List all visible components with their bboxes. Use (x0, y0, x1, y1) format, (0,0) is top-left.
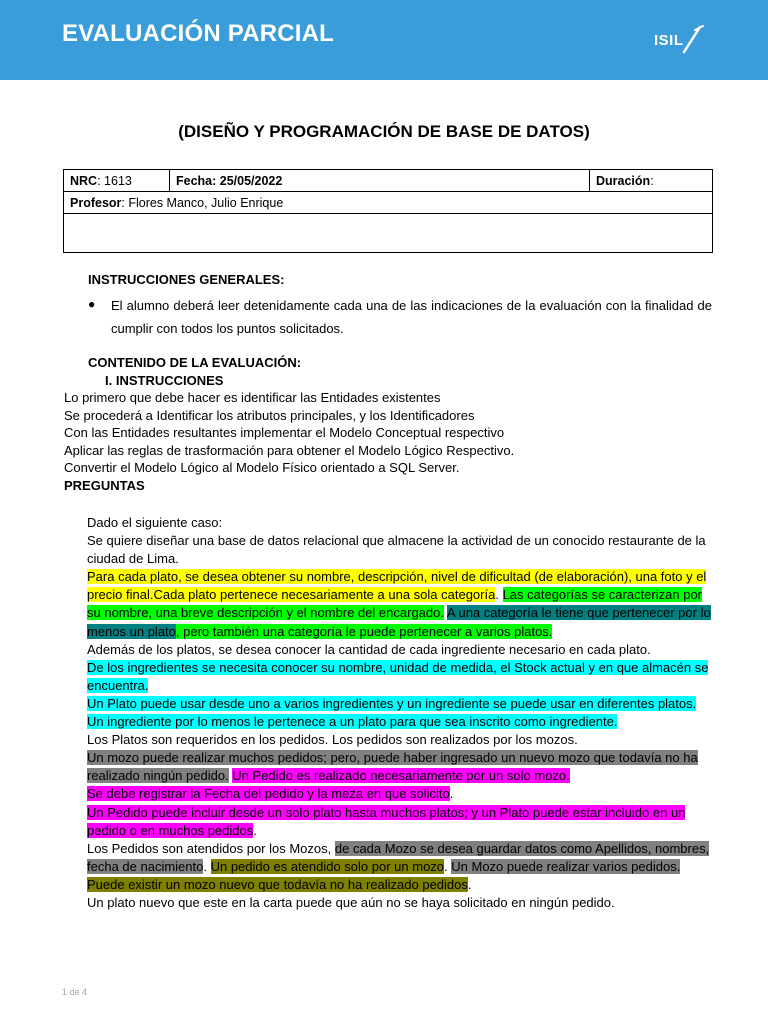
case-text-run: Los Platos son requeridos en los pedidos. Los pedidos son realizados por los mozos. (87, 732, 578, 748)
case-text-run: de cada Mozo se desea guardar datos como Apellidos, nombres, fecha de nacimiento (87, 840, 710, 874)
case-text-run: Un Pedido es realizado necesariamente por un solo mozo. (232, 768, 570, 784)
instrucciones-generales-heading: INSTRUCCIONES GENERALES: (88, 272, 285, 287)
case-text-run: De los ingredientes se necesita conocer su nombre, unidad de medida, el Stock actual y en que almacén se encuentra. (87, 659, 709, 693)
case-text-run: Un pedido es atendido solo por un mozo (210, 858, 445, 874)
instruction-line: Se procederá a Identificar los atributos principales, y los Identificadores (64, 407, 475, 423)
case-text-run: A una categoría le tiene que pertenecer por lo menos un plato (87, 605, 711, 639)
case-text-run: Un Plato puede usar desde uno a varios ingredientes y un ingrediente se puede usar en diferentes platos. Un ingrediente por lo menos le pertenece a un plato para que sea inscrito como ingrediente. (87, 695, 697, 730)
case-text-run: Un Mozo puede realizar varios pedidos. (451, 858, 681, 874)
case-text-run: . (253, 822, 257, 838)
instruction-line: Con las Entidades resultantes implementar el Modelo Conceptual respectivo (64, 425, 505, 441)
case-text-run: Un mozo puede realizar muchos pedidos; pero, puede haber ingresado un nuevo mozo que todavía no ha realizado ningún pedido. (87, 750, 698, 784)
case-text-run: . (467, 876, 472, 892)
case-text-run: Cada plato pertenece necesariamente a una sola categoría (153, 587, 496, 603)
case-text-run: Se quiere diseñar una base de datos relacional que almacene la actividad de un conocido restaurante de la ciudad de Lima. (87, 533, 706, 567)
logo-text: ISIL (654, 32, 684, 49)
case-text-run: , pero también una categoría le puede pertenecer a varios platos. (175, 623, 553, 639)
case-text-run: Puede existir un mozo nuevo que todavía no ha realizado pedidos (87, 876, 468, 892)
case-text-run: . (444, 858, 452, 874)
course-subject: (DISEÑO Y PROGRAMACIÓN DE BASE DE DATOS) (178, 122, 590, 141)
instruction-line: Convertir el Modelo Lógico al Modelo Físico orientado a SQL Server. (64, 460, 460, 476)
preguntas-heading: PREGUNTAS (64, 477, 145, 493)
page-title: EVALUACIÓN PARCIAL (62, 20, 335, 47)
case-text-run: Un Pedido puede incluir desde un solo plato hasta muchos platos; y un Plato puede estar incluido en un pedido o en muchos pedidos (87, 804, 686, 838)
bullet-text: El alumno deberá leer detenidamente cada una de las indicaciones de la evaluación con la finalidad de cumplir con todos los puntos solicitados. (111, 298, 712, 336)
logo-slash-icon (681, 24, 705, 54)
case-text-run: Dado el siguiente caso: (87, 515, 223, 530)
header-banner (0, 0, 768, 80)
page-number: 1 de 4 (62, 987, 88, 997)
fecha-cell (170, 170, 590, 192)
profesor-label: Profesor (70, 195, 122, 210)
fecha-label: Fecha (176, 173, 213, 188)
contenido-heading: CONTENIDO DE LA EVALUACIÓN: (88, 355, 302, 370)
case-text-run: . (495, 587, 503, 603)
duracion-label: Duración (596, 173, 651, 188)
bullet-icon: ● (88, 297, 96, 311)
case-text-run: Un plato nuevo que este en la carta puede que aún no se haya solicitado en ningún pedido. (87, 894, 615, 910)
instrucciones-subheading: I. INSTRUCCIONES (105, 373, 224, 388)
case-text-run: Las categorías se caracterizan por su nombre, una breve descripción y el nombre del encargado. (87, 587, 702, 621)
instruction-line: Lo primero que debe hacer es identificar las Entidades existentes (64, 390, 441, 405)
case-text (87, 514, 713, 912)
case-text-run: Para cada plato, se desea obtener su nombre, descripción, nivel de dificultad (de elaboración), una foto y el precio final. (87, 569, 707, 603)
profesor-cell (64, 192, 713, 214)
empty-cell (64, 214, 713, 253)
case-text-run: Se debe registrar la Fecha del pedido y la meza en que solicito (87, 786, 450, 802)
case-text-run: . (449, 786, 454, 802)
fecha-value: : 25/05/2022 (212, 173, 283, 188)
duracion-cell (590, 170, 713, 192)
case-text-run: Además de los platos, se desea conocer la cantidad de cada ingrediente necesario en cada plato. (87, 641, 651, 657)
nrc-value: : 1613 (97, 173, 132, 188)
duracion-value: : (650, 173, 654, 188)
instructions-list (64, 389, 714, 495)
case-text-run: . (203, 858, 211, 874)
profesor-value: : Flores Manco, Julio Enrique (121, 195, 284, 210)
nrc-label: NRC (70, 173, 98, 188)
info-table (63, 169, 713, 253)
instruction-line: Aplicar las reglas de trasformación para obtener el Modelo Lógico Respectivo. (64, 442, 515, 458)
nrc-cell (64, 170, 170, 192)
case-text-run: Los Pedidos son atendidos por los Mozos, (87, 840, 335, 856)
